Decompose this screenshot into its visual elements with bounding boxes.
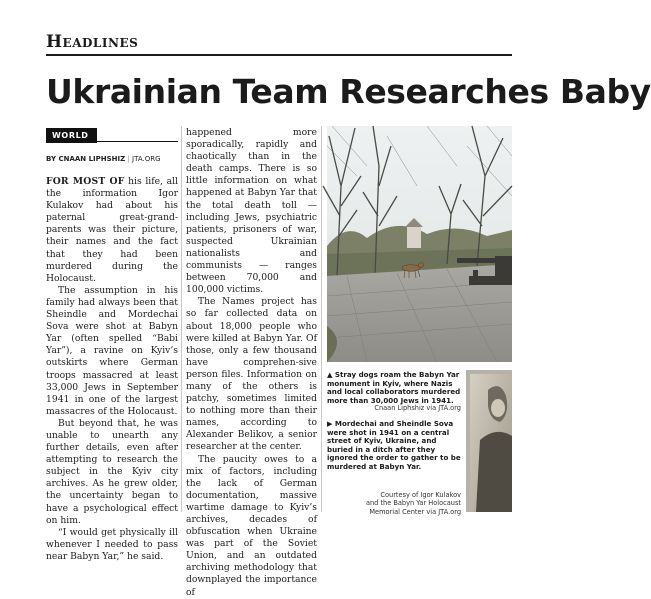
- paragraph: The paucity owes to a mix of factors, including the lack of German documentation, massive wartime damage to Kyiv’s archives, decades of obfuscation when Ukraine was part of the Soviet Union, and an outdated archiving methodology that downplayed the importance of: [186, 453, 317, 598]
- paragraph: But beyond that, he was unable to unearth any further details, even after attempting to research the subject in the Kyiv city archives. As he grew older, the uncertainty began to have a psychological effect on him.: [46, 417, 178, 526]
- article-column-2: [186, 127, 317, 599]
- paragraph: “I would get physically ill whenever I needed to pass near Babyn Yar,” he said.: [46, 526, 178, 562]
- photo2-credit: Courtesy of Igor Kulakov and the Babyn Yar Holocaust Memorial Center via JTA.org: [365, 491, 461, 516]
- photo1-credit: Cnaan Liphshiz via JTA.org: [374, 404, 461, 412]
- section-rule: [46, 54, 512, 56]
- category-tag: WORLD: [46, 128, 97, 143]
- category-rule: [46, 141, 178, 142]
- paragraph: FOR MOST OF his life, all the information Igor Kulakov had about his paternal great-grand-parents was their picture, their names and the fact that they had been murdered during the Holocaust.: [46, 176, 178, 284]
- photo-babyn-yar-monument: [327, 126, 512, 362]
- headline: Ukrainian Team Researches Baby: [46, 72, 651, 111]
- byline-source: JTA.ORG: [132, 155, 161, 163]
- photo2-caption: ▶ Mordechai and Sheindle Sova were shot in 1941 on a central street of Kyiv, Ukraine, and buried in a ditch after they ignored the order to gather to be murdered at Babyn Yar.: [327, 419, 461, 471]
- paragraph: The Names project has so far collected data on about 18,000 people who were killed at Babyn Yar. Of those, only a few thousand have comprehen-sive person files. Information on many of the others is patchy, sometimes limited to nothing more than their names, according to Alexander Belikov, a senior researcher at the center.: [186, 296, 317, 453]
- byline-author: BY CNAAN LIPHSHIZ: [46, 155, 126, 163]
- section-title: Headlines: [46, 32, 139, 52]
- column-divider: [181, 126, 182, 512]
- sova-photo-image: [466, 370, 512, 512]
- byline: BY CNAAN LIPHSHIZ | JTA.ORG: [46, 155, 161, 163]
- photo1-caption: ▲ Stray dogs roam the Babyn Yar monument in Kyiv, where Nazis and local collaborators murdered more than 30,000 Jews in 1941.: [327, 370, 461, 405]
- column-divider: [321, 126, 322, 512]
- paragraph: The assumption in his family had always been that Sheindle and Mordechai Sova were shot at Babyn Yar (often spelled “Babi Yar”), a ravine on Kyiv’s outskirts where German troops massacred at least 33,000 Jews in September 1941 in one of the largest massacres of the Holocaust.: [46, 284, 178, 417]
- article-column-1: [46, 176, 178, 563]
- monument-photo-image: [327, 126, 512, 362]
- lead-in: FOR MOST OF: [46, 176, 125, 187]
- photo-sova-couple: [466, 370, 512, 512]
- paragraph: happened more sporadically, rapidly and chaotically than in the death camps. There is so little information on what happened at Babyn Yar that the total death toll — including Jews, psychiatric patients, prisoners of war, suspected Ukrainian nationalists and communists — ranges between 70,000 and 100,000 victims.: [186, 127, 317, 296]
